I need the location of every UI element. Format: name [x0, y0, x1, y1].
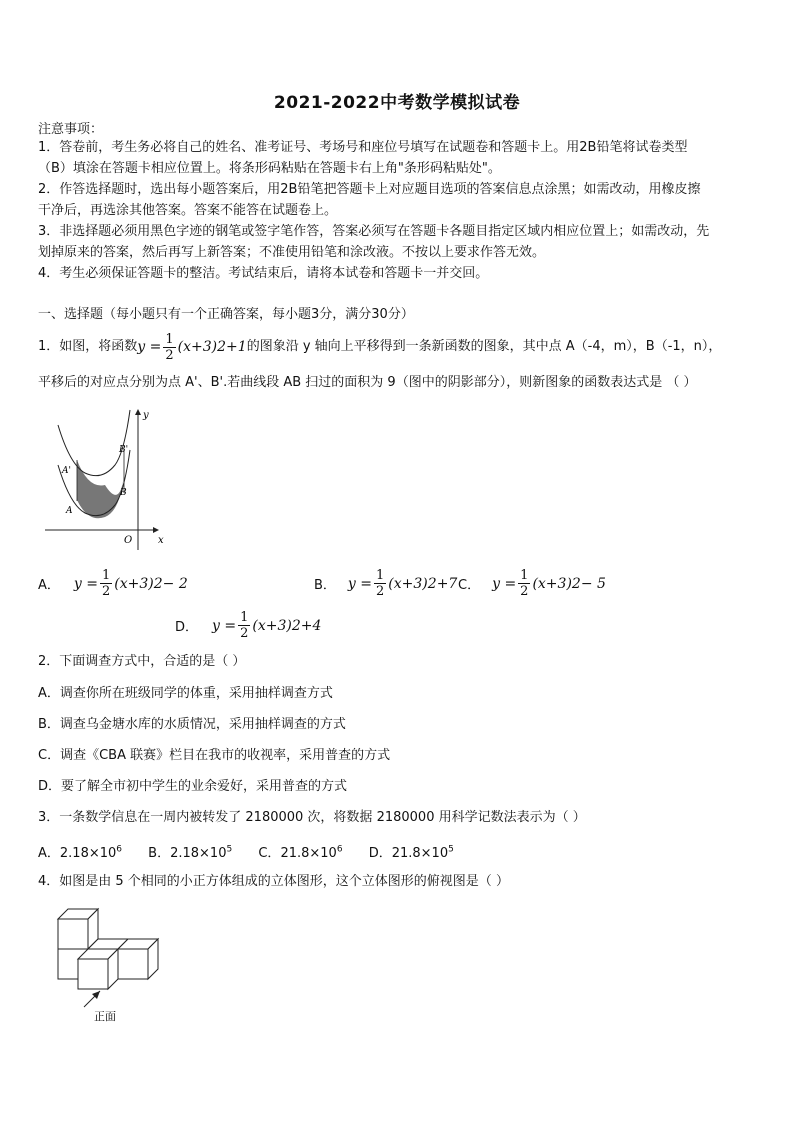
q1-option-a-base: (x+3): [114, 575, 154, 592]
q1-option-b-fraction: [374, 568, 386, 599]
notice-line-5: 3．非选择题必须用黑色字迹的钢笔或签字笔作答，答案必须写在答题卡各题目指定区域内相应位置上；如需改动，先: [38, 224, 710, 239]
q1-option-d-letter: D．: [175, 620, 199, 635]
page-title: 2021-2022中考数学模拟试卷: [273, 93, 521, 113]
q1-option-a[interactable]: [38, 568, 188, 599]
q1-fraction: [163, 332, 175, 363]
q1-option-b-letter: B．: [314, 578, 336, 593]
question-2-stem: 2．下面调查方式中，合适的是（ ）: [38, 654, 246, 669]
q1-parabola-figure: [40, 405, 180, 555]
notice-line-2: （B）填涂在答题卡相应位置上。将条形码粘贴在答题卡右上角"条形码粘贴处"。: [38, 161, 501, 176]
q1-option-d-num: 1: [240, 610, 249, 625]
section-heading: 一、选择题（每小题只有一个正确答案，每小题3分，满分30分）: [38, 307, 414, 322]
point-a-prime-label: A': [62, 466, 71, 476]
notice-line-4: 干净后，再选涂其他答案。答案不能答在试题卷上。: [38, 203, 338, 218]
q3-option-c[interactable]: [258, 846, 342, 861]
q1-option-b-num: 1: [376, 568, 385, 583]
point-b-prime-label: B': [119, 445, 129, 455]
q3-option-c-letter: C．: [258, 846, 281, 862]
q1-fraction-numerator: 1: [165, 331, 174, 347]
q1-option-c-letter: C．: [458, 578, 481, 593]
q1-option-d-base: (x+3): [252, 617, 292, 634]
q3-option-d[interactable]: [369, 846, 454, 861]
q1-option-b-den: 2: [376, 584, 385, 599]
point-b-label: B: [120, 488, 127, 498]
q3-option-b[interactable]: [148, 846, 232, 861]
q3-option-d-base: 21.8×10: [391, 846, 449, 862]
q1-function-exponent: 2: [217, 339, 227, 355]
q1-fraction-denominator: 2: [165, 347, 174, 363]
q1-option-c-tail: − 5: [580, 575, 606, 592]
q1-option-b-tail: +7: [436, 575, 458, 592]
q3-option-d-letter: D．: [368, 846, 392, 862]
question-4-stem: 4．如图是由 5 个相同的小正方体组成的立体图形，这个立体图形的俯视图是（ ）: [38, 874, 509, 889]
q1-option-b-base: (x+3): [388, 575, 428, 592]
q1-option-d[interactable]: [175, 610, 321, 641]
q3-option-d-exp: 5: [448, 845, 454, 855]
q1-option-b[interactable]: [314, 568, 457, 599]
q2-option-b[interactable]: B．调查乌金塘水库的水质情况，采用抽样调查的方式: [38, 717, 346, 732]
q3-option-b-letter: B．: [148, 846, 171, 862]
question-1-line-1: [38, 330, 721, 364]
notice-line-6: 划掉原来的答案，然后再写上新答案；不准使用铅笔和涂改液。不按以上要求作答无效。: [38, 245, 546, 260]
q1-option-a-lhs: y =: [73, 575, 98, 592]
q3-option-a-exp: 6: [116, 845, 123, 855]
notice-heading: 注意事项：: [38, 122, 104, 137]
q2-option-d[interactable]: D．要了解全市初中学生的业余爱好，采用普查的方式: [38, 779, 348, 794]
q1-option-a-tail: − 2: [162, 575, 188, 592]
q1-option-b-exp: 2: [427, 575, 437, 592]
q1-option-d-tail: +4: [300, 617, 322, 634]
q1-option-c-lhs: y =: [492, 575, 517, 592]
q1-option-a-exp: 2: [153, 575, 163, 592]
q1-function-base: (x+3): [177, 339, 218, 355]
q3-option-b-base: 2.18×10: [170, 846, 227, 862]
q3-option-a-letter: A．: [38, 846, 60, 862]
q1-prefix: 1．如图，将函数: [38, 339, 138, 354]
q1-option-a-num: 1: [102, 568, 111, 583]
q1-option-a-fraction: [100, 568, 112, 599]
q1-option-d-den: 2: [240, 626, 249, 641]
q1-option-c-base: (x+3): [532, 575, 572, 592]
q3-options: [38, 840, 454, 864]
question-1-line-2: 平移后的对应点分别为点 A'、B'.若曲线段 AB 扫过的面积为 9（图中的阴影部分），则新图象的函数表达式是 （ ）: [38, 375, 697, 390]
q3-option-a[interactable]: [38, 846, 122, 861]
q1-option-c-den: 2: [520, 584, 529, 599]
q1-option-c-exp: 2: [571, 575, 581, 592]
q4-cubes-figure: [52, 903, 177, 1025]
shaded-region: [77, 460, 124, 518]
q3-option-b-exp: 5: [226, 845, 233, 855]
q1-option-c-num: 1: [520, 568, 529, 583]
q1-option-c-fraction: [518, 568, 530, 599]
q1-function-lhs: y =: [137, 339, 162, 355]
notice-line-1: 1．答卷前，考生务必将自己的姓名、准考证号、考场号和座位号填写在试题卷和答题卡上。用2B铅笔将试卷类型: [38, 140, 688, 155]
q1-option-d-fraction: [238, 610, 250, 641]
q1-option-d-lhs: y =: [212, 617, 237, 634]
q1-option-a-letter: A．: [38, 578, 60, 593]
q3-option-c-base: 21.8×10: [280, 846, 337, 862]
q1-option-b-lhs: y =: [347, 575, 373, 592]
question-3-stem: 3．一条数学信息在一周内被转发了 2180000 次，将数据 2180000 用科学记数法表示为（ ）: [38, 810, 586, 825]
q1-suffix: 的图象沿 y 轴向上平移得到一条新函数的图象，其中点 A（-4，m），B（-1，n），: [246, 339, 722, 354]
x-axis-label: x: [158, 535, 164, 546]
point-a-label: A: [66, 506, 73, 516]
q1-option-c[interactable]: [458, 568, 606, 599]
origin-label: O: [124, 535, 133, 546]
notice-line-7: 4．考生必须保证答题卡的整洁。考试结束后，请将本试卷和答题卡一并交回。: [38, 266, 489, 281]
q3-option-a-base: 2.18×10: [59, 846, 117, 862]
q3-option-c-exp: 6: [336, 845, 343, 855]
y-axis-label: y: [143, 410, 149, 421]
q2-option-a[interactable]: A．调查你所在班级同学的体重，采用抽样调查方式: [38, 686, 333, 701]
q1-option-d-exp: 2: [291, 617, 301, 634]
q1-function-tail: +1: [226, 339, 247, 355]
q1-option-a-den: 2: [102, 584, 111, 599]
q2-option-c[interactable]: C．调查《CBA 联赛》栏目在我市的收视率，采用普查的方式: [38, 748, 391, 763]
front-label: 正面: [94, 1010, 116, 1023]
notice-line-3: 2．作答选择题时，选出每小题答案后，用2B铅笔把答题卡上对应题目选项的答案信息点涂黑；如需改动，用橡皮擦: [38, 182, 701, 197]
